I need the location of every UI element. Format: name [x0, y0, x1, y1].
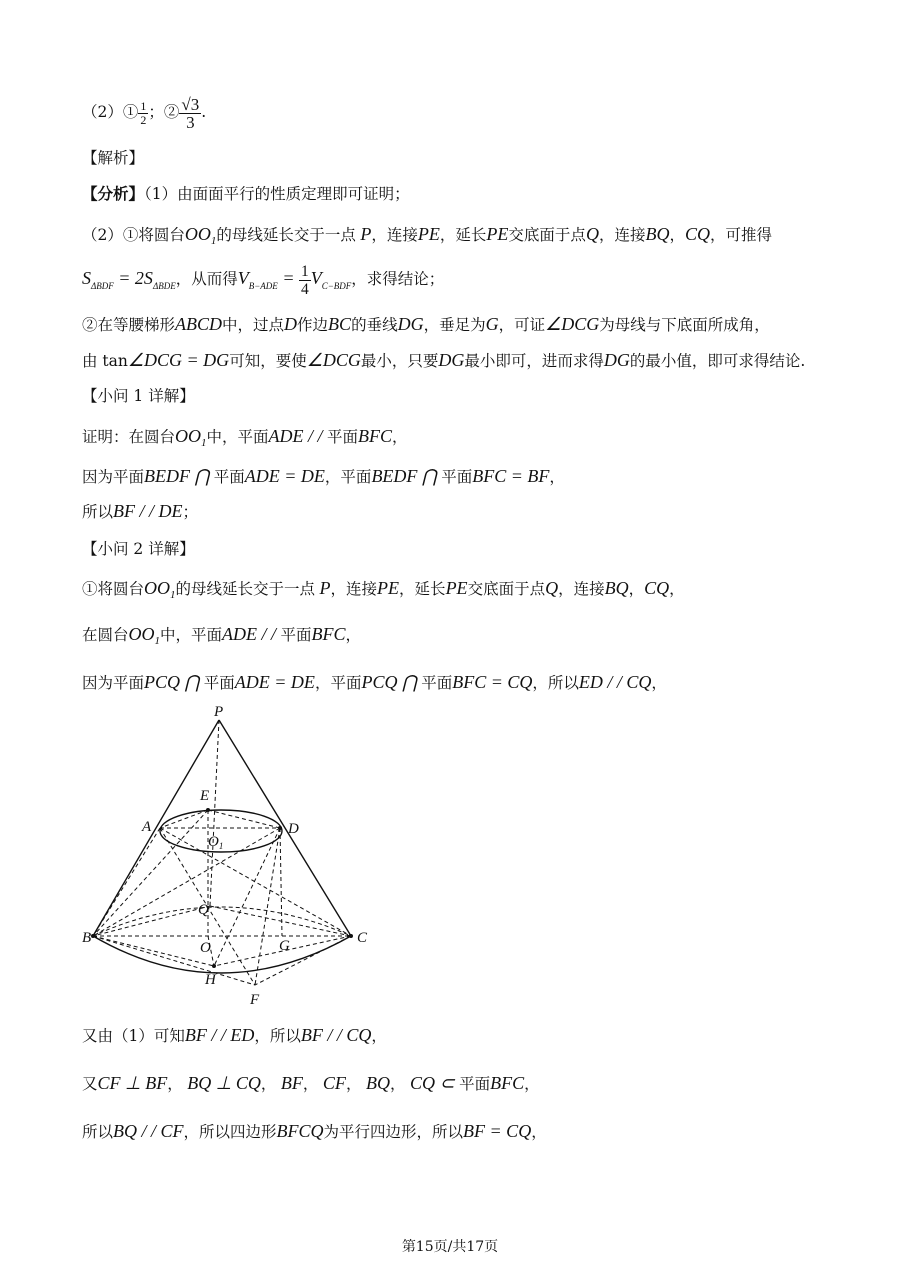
analysis-heading: 【分析】 [82, 184, 145, 203]
label-a: A [142, 819, 152, 835]
line-qb [93, 906, 210, 936]
q1-line-1: 证明：在圆台$OO_1$中，平面ADE / / 平面BFC， [82, 426, 408, 449]
analysis-line-3: $S_{\Delta BDF} = 2S_{\Delta BDE}$，从而得$V_{B-ADE}$ = $\frac{1}{4}$ $V_{C-BDF}$，求得结论； [82, 262, 445, 298]
fraction-one-half: $\frac{1}{2}$ [140, 98, 147, 127]
line-ea [160, 810, 208, 828]
label-c: C [357, 930, 368, 946]
label-e: E [200, 788, 210, 804]
line-bf [93, 936, 255, 985]
frustum-cone-figure [80, 700, 380, 1012]
answer-prefix: （2）① [82, 103, 139, 121]
q2-line-6: 所以BQ / / CF，所以四边形BFCQ为平行四边形，所以BF = CQ， [82, 1121, 547, 1141]
page-footer: 第15页/共17页 [401, 1239, 499, 1255]
analysis-line-2: （2）①将圆台$OO_1$的母线延长交于一点 P，连接PE，延长PE交底面于点Q，连接BQ，CQ，可推得 [82, 224, 772, 247]
answer-end: . [201, 103, 207, 121]
label-o1: $O_1$ [208, 834, 224, 851]
q2-line-2: 在圆台$OO_1$中，平面ADE / / 平面BFC， [82, 624, 362, 647]
fraction-sqrt3-over-3: $\frac{√3}{3}$ [181, 94, 200, 132]
label-q: Q [198, 902, 209, 918]
bottom-back-arc [93, 907, 351, 936]
line-cf [255, 936, 351, 985]
jiexi-heading: 【解析】 [82, 149, 145, 167]
fraction-one-quarter: $\frac{1}{4}$ [300, 262, 309, 298]
label-p: P [214, 704, 224, 720]
q2-line-4: 又由（1）可知BF / / ED，所以BF / / CQ， [82, 1025, 387, 1045]
analysis-line-5: 由 tan∠DCG = DG可知，要使∠DCG最小，只要DG最小即可，进而求得DG的最小值，即可求得结论. [82, 350, 806, 370]
analysis-line-4: ②在等腰梯形ABCD中，过点D作边BC的垂线DG，垂足为G，可证∠DCG为母线与下底面所成角， [82, 314, 770, 334]
analysis-line-1 [82, 184, 410, 204]
q2-heading: 【小问 2 详解】 [82, 540, 195, 558]
answer-sep: ；② [148, 103, 180, 121]
answer-line [82, 92, 206, 132]
line-bh [93, 936, 214, 966]
q2-line-5: 又CF ⊥ BF， BQ ⊥ CQ， BF， CF， BQ， CQ ⊂ 平面BFC， [82, 1073, 540, 1093]
q1-line-2: 因为平面BEDF ⋂ 平面ADE = DE，平面BEDF ⋂ 平面BFC = BF， [82, 466, 565, 486]
line-df [255, 828, 280, 985]
q1-line-3: 所以BF / / DE； [82, 501, 199, 521]
line-dg [280, 828, 282, 936]
line-db [93, 828, 280, 936]
line-qc [210, 906, 351, 936]
label-b: B [82, 930, 92, 946]
analysis-text: （1）由面面平行的性质定理即可证明； [144, 185, 410, 203]
label-g: G [279, 938, 290, 954]
line-ac [160, 828, 351, 936]
line-pq [210, 720, 219, 906]
label-o: O [200, 940, 211, 956]
q2-line-3: 因为平面PCQ ⋂ 平面ADE = DE，平面PCQ ⋂ 平面BFC = CQ，所以ED / / CQ， [82, 672, 667, 692]
bottom-arc [93, 936, 351, 973]
label-h: H [205, 972, 216, 988]
label-f: F [250, 992, 260, 1008]
line-dh [214, 828, 280, 966]
line-ab [93, 828, 160, 936]
q2-line-1: ①将圆台$OO_1$的母线延长交于一点 P，连接PE，延长PE交底面于点Q，连接BQ，CQ， [82, 578, 685, 601]
line-ed [208, 810, 280, 828]
label-d: D [288, 821, 299, 837]
q1-heading: 【小问 1 详解】 [82, 387, 195, 405]
